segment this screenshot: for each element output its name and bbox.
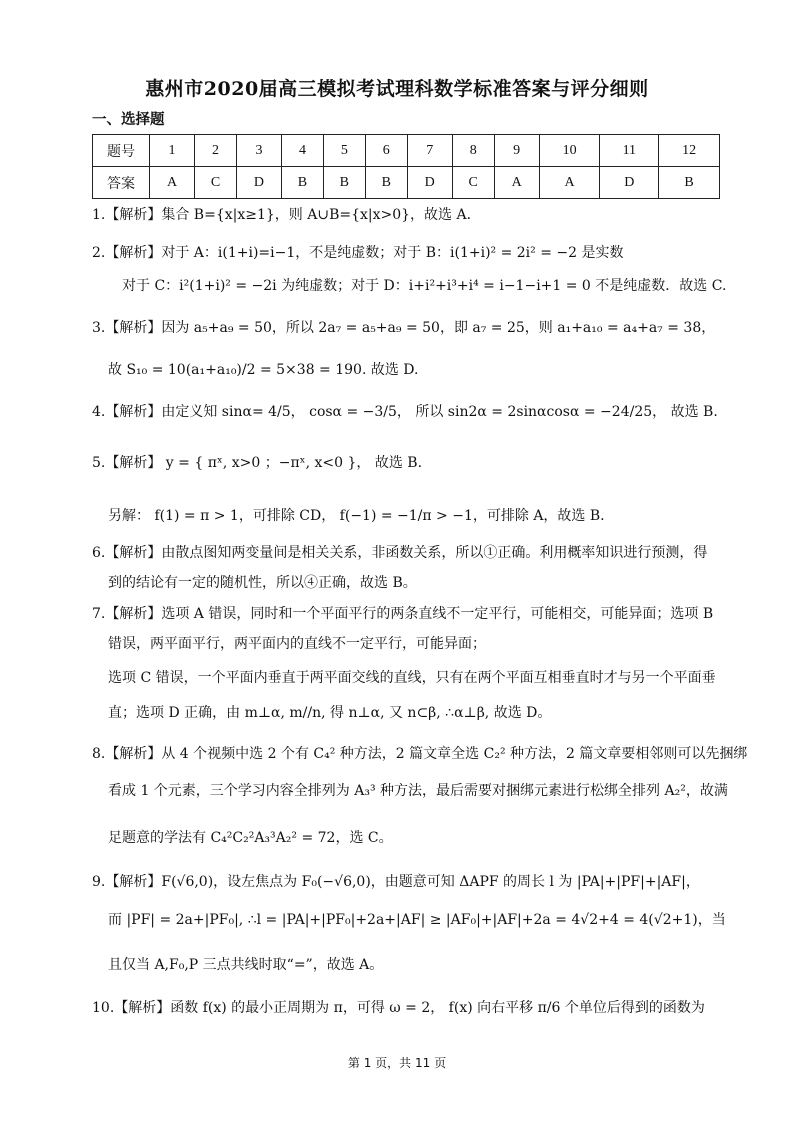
question-number: 10 [539, 135, 600, 167]
solution-line-q5-alt: 另解： f(1) = π > 1，可排除 CD， f(−1) = −1/π > −1，可排除 A，故选 B. [108, 508, 605, 524]
question-number: 1 [150, 135, 195, 167]
solution-line-q8: 8.【解析】从 4 个视频中选 2 个有 C₄² 种方法，2 篇文章全选 C₂² 种方法，2 篇文章要相邻则可以先捆绑 [92, 746, 748, 762]
solution-line-q2: 2.【解析】对于 A：i(1+i)=i−1，不是纯虚数；对于 B：i(1+i)² = 2i² = −2 是实数 [92, 245, 624, 261]
solution-line-q9-cont: 而 |PF| = 2a+|PF₀|, ∴l = |PA|+|PF₀|+2a+|AF| ≥ |AF₀|+|AF|+2a = 4√2+4 = 4(√2+1)，当 [108, 912, 726, 928]
answer-table [92, 134, 720, 199]
answer-cell: D [407, 167, 452, 199]
solution-line-q10: 10.【解析】函数 f(x) 的最小正周期为 π，可得 ω = 2， f(x) 向右平移 π/6 个单位后得到的函数为 [92, 1000, 705, 1016]
question-number: 4 [282, 135, 324, 167]
solution-line-q9-cont: 且仅当 A,F₀,P 三点共线时取“=”，故选 A。 [108, 957, 384, 973]
answer-cell: D [600, 167, 659, 199]
section-heading: 一、选择题 [92, 111, 165, 128]
solution-line-q7-cont: 选项 C 错误，一个平面内垂直于两平面交线的直线，只有在两个平面互相垂直时才与另一个平面垂 [108, 670, 716, 686]
page-footer: 第 1 页，共 11 页 [347, 1056, 447, 1070]
solution-line-q2-cont: 对于 C：i²(1+i)² = −2i 为纯虚数；对于 D：i+i²+i³+i⁴ = i−1−i+1 = 0 不是纯虚数．故选 C. [122, 278, 727, 294]
answer-cell: B [659, 167, 720, 199]
page-title: 惠州市2020届高三模拟考试理科数学标准答案与评分细则 [145, 78, 649, 100]
solution-line-q4: 4.【解析】由定义知 sinα= 4/5， cosα = −3/5， 所以 sin2α = 2sinαcosα = −24/25， 故选 B. [92, 404, 718, 420]
answer-cell: C [452, 167, 494, 199]
question-number-row [93, 135, 720, 167]
solution-line-q9: 9.【解析】F(√6,0)，设左焦点为 F₀(−√6,0)，由题意可知 ΔAPF 的周长 l 为 |PA|+|PF|+|AF|， [92, 874, 700, 890]
question-number: 5 [323, 135, 365, 167]
answer-cell: A [539, 167, 600, 199]
solution-line-q6: 6.【解析】由散点图知两变量间是相关关系，非函数关系，所以①正确。利用概率知识进行预测，得 [92, 545, 708, 561]
question-number: 7 [407, 135, 452, 167]
answer-cell: D [236, 167, 281, 199]
answer-cell: B [323, 167, 365, 199]
solution-line-q3-cont: 故 S₁₀ = 10(a₁+a₁₀)/2 = 5×38 = 190. 故选 D. [108, 362, 419, 378]
question-number: 3 [236, 135, 281, 167]
solution-line-q3: 3.【解析】因为 a₅+a₉ = 50，所以 2a₇ = a₅+a₉ = 50，即 a₇ = 25，则 a₁+a₁₀ = a₄+a₇ = 38， [92, 320, 716, 336]
question-number: 6 [365, 135, 407, 167]
row-label-answer: 答案 [93, 167, 150, 199]
row-label-number: 题号 [93, 135, 150, 167]
solution-line-q7: 7.【解析】选项 A 错误，同时和一个平面平行的两条直线不一定平行，可能相交，可能异面；选项 B [92, 606, 714, 622]
answer-cell: C [195, 167, 237, 199]
solution-line-q7-cont: 直；选项 D 正确，由 m⊥α, m//n, 得 n⊥α, 又 n⊂β, ∴α⊥β, 故选 D。 [108, 705, 552, 721]
solution-line-q1: 1.【解析】集合 B={x|x≥1}，则 A∪B={x|x>0}，故选 A． [92, 207, 481, 223]
solution-line-q6-cont: 到的结论有一定的随机性，所以④正确，故选 B。 [108, 575, 417, 591]
question-number: 12 [659, 135, 720, 167]
question-number: 2 [195, 135, 237, 167]
answer-cell: B [282, 167, 324, 199]
question-number: 9 [494, 135, 539, 167]
question-number: 11 [600, 135, 659, 167]
answer-cell: B [365, 167, 407, 199]
answer-row [93, 167, 720, 199]
solution-line-q5: 5.【解析】 y = { πˣ, x>0 ；−πˣ, x<0 }， 故选 B. [92, 455, 423, 471]
solution-line-q8-cont: 看成 1 个元素，三个学习内容全排列为 A₃³ 种方法，最后需要对捆绑元素进行松绑全排列 A₂²，故满 [108, 783, 728, 799]
solution-line-q8-cont: 足题意的学法有 C₄²C₂²A₃³A₂² = 72，选 C。 [108, 830, 393, 846]
question-number: 8 [452, 135, 494, 167]
answer-cell: A [494, 167, 539, 199]
solution-line-q7-cont: 错误，两平面平行，两平面内的直线不一定平行，可能异面； [108, 636, 486, 652]
answer-cell: A [150, 167, 195, 199]
